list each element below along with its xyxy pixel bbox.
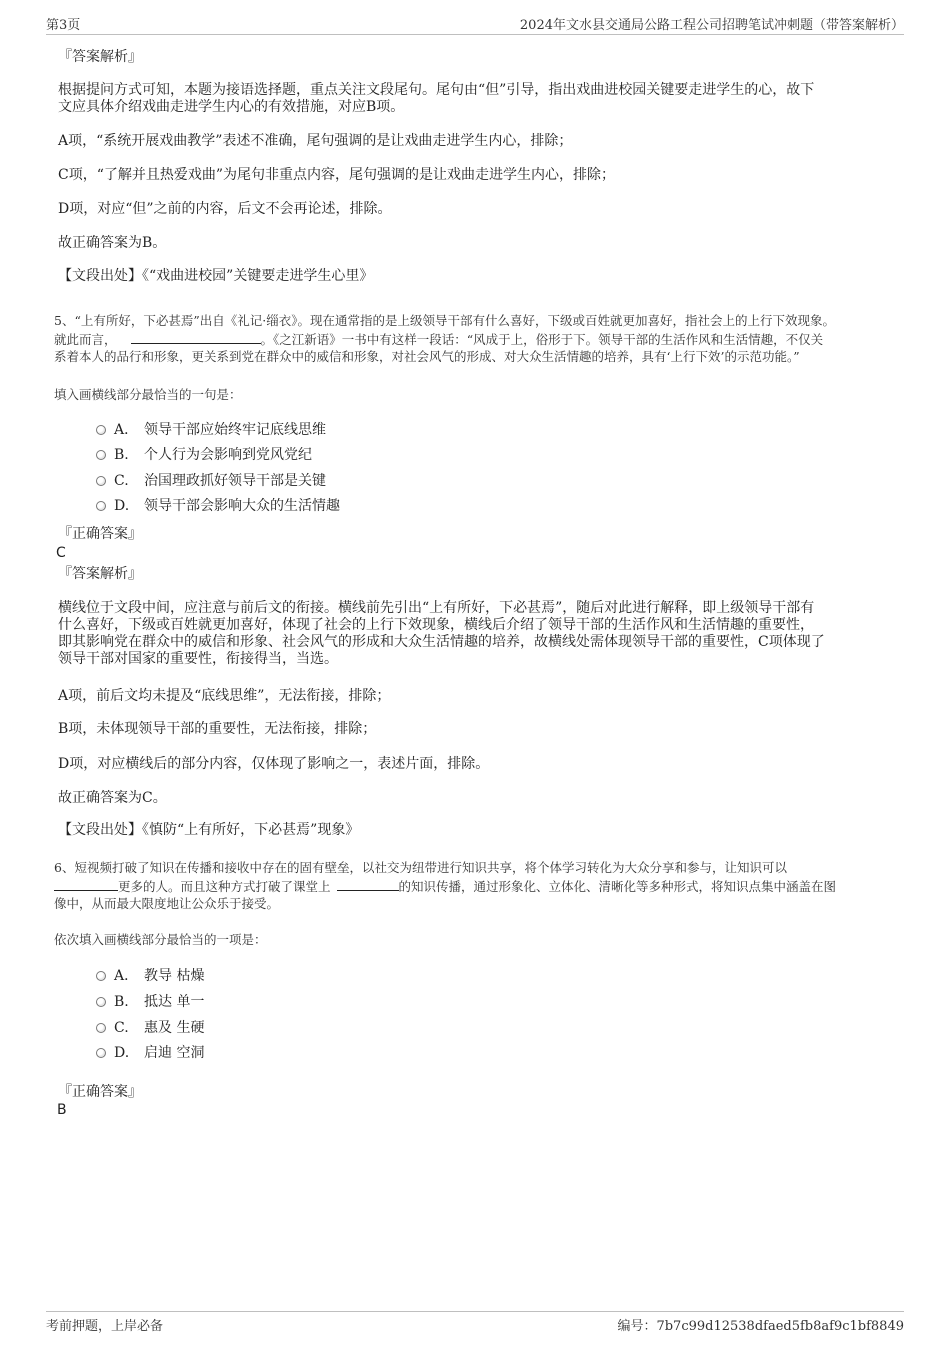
- q6-option-c[interactable]: [96, 1019, 204, 1037]
- text-line: 横线位于文段中间，应注意与前后文的衔接。横线前先引出“上有所好，下必甚焉”，随后对此进行解释，即上级领导干部有: [58, 600, 815, 616]
- q5-prompt: 填入画横线部分最恰当的一句是：: [54, 387, 242, 402]
- q5-option-a[interactable]: [96, 421, 326, 439]
- q4-conclusion: 故正确答案为B。: [58, 235, 167, 251]
- text-line: [54, 329, 894, 348]
- q5-conclusion: 故正确答案为C。: [58, 790, 167, 806]
- q6-option-a[interactable]: [96, 967, 204, 985]
- option-letter: C.: [114, 1020, 129, 1036]
- text-line: 系着本人的品行和形象，更关系到党在群众中的威信和形象，对社会风气的形成、对大众生活情趣的培养，具有‘上行下效’的示范功能。”: [54, 349, 800, 364]
- q6-option-d[interactable]: [96, 1044, 204, 1062]
- text-line: 根据提问方式可知，本题为接语选择题，重点关注文段尾句。尾句由“但”引导，指出戏曲进校园关键要走进学生的心，故下: [58, 82, 815, 98]
- text-line: 6、短视频打破了知识在传播和接收中存在的固有壁垒，以社交为纽带进行知识共享，将个体学习转化为大众分享和参与，让知识可以: [54, 860, 787, 875]
- option-text: 教导 枯燥: [144, 968, 205, 984]
- radio-icon[interactable]: [96, 476, 106, 486]
- q5-option-d[interactable]: [96, 497, 340, 515]
- text-line: 什么喜好，下级或百姓就更加喜好，体现了社会的上行下效现象，横线后介绍了领导干部的生活作风和生活情趣的重要性，: [58, 617, 814, 633]
- text-line: 领导干部对国家的重要性，衔接得当，当选。: [58, 651, 338, 667]
- radio-icon[interactable]: [96, 1023, 106, 1033]
- radio-icon[interactable]: [96, 501, 106, 511]
- option-text: 领导干部应始终牢记底线思维: [144, 422, 326, 438]
- option-letter: D.: [114, 498, 130, 514]
- radio-icon[interactable]: [96, 971, 106, 981]
- q5-analysis-text: [58, 600, 888, 668]
- page-footer: [46, 1311, 904, 1333]
- radio-icon[interactable]: [96, 425, 106, 435]
- radio-icon[interactable]: [96, 1048, 106, 1058]
- q4-analysis-text: [58, 82, 888, 116]
- q5-option-b[interactable]: [96, 446, 312, 464]
- text-line: 文应具体介绍戏曲走进学生内心的有效措施，对应B项。: [58, 99, 405, 115]
- footer-slogan: 考前押题，上岸必备: [46, 1319, 164, 1334]
- q5-answer: C: [56, 545, 66, 561]
- option-text: 抵达 单一: [144, 994, 205, 1010]
- q5-analysis-option-b: B项，未体现领导干部的重要性，无法衔接，排除；: [58, 721, 377, 737]
- text-segment: 。《之江新语》一书中有这样一段话：“风成于上，俗形于下。领导干部的生活作风和生活情趣，不仅关: [260, 332, 824, 347]
- q4-analysis-label: 『答案解析』: [58, 49, 142, 65]
- q5-option-c[interactable]: [96, 472, 326, 490]
- q5-answer-label: 『正确答案』: [58, 526, 142, 542]
- text-segment: 的知识传播，通过形象化、立体化、清晰化等多种形式，将知识点集中涵盖在图: [398, 879, 837, 894]
- document-code: 编号：7b7c99d12538dfaed5fb8af9c1bf8849: [617, 1319, 904, 1334]
- page-header: [46, 14, 904, 35]
- fill-blank: [337, 876, 399, 891]
- text-line: 像中，从而最大限度地让公众乐于接受。: [54, 896, 280, 911]
- text-line: 5、“上有所好，下必甚焉”出自《礼记·缁衣》。现在通常指的是上级领导干部有什么喜好，下级或百姓就更加喜好，指社会上的上行下效现象。: [54, 313, 835, 328]
- q4-analysis-option-c: C项，“了解并且热爱戏曲”为尾句非重点内容，尾句强调的是让戏曲走进学生内心，排除；: [58, 167, 616, 183]
- q6-option-b[interactable]: [96, 993, 204, 1011]
- option-text: 领导干部会影响大众的生活情趣: [144, 498, 340, 514]
- q4-source: 【文段出处】《“戏曲进校园”关键要走进学生心里》: [58, 268, 374, 284]
- q6-prompt: 依次填入画横线部分最恰当的一项是：: [54, 932, 267, 947]
- fill-blank: [54, 876, 118, 891]
- q6-stem: [54, 859, 894, 912]
- option-text: 惠及 生硬: [144, 1020, 205, 1036]
- q6-answer-label: 『正确答案』: [58, 1084, 142, 1100]
- q5-analysis-option-d: D项，对应横线后的部分内容，仅体现了影响之一，表述片面，排除。: [58, 756, 490, 772]
- option-text: 个人行为会影响到党风党纪: [144, 447, 312, 463]
- option-letter: D.: [114, 1045, 130, 1061]
- q5-stem: [54, 312, 894, 365]
- fill-blank: [131, 329, 261, 344]
- text-segment: 就此而言，: [54, 332, 117, 347]
- radio-icon[interactable]: [96, 450, 106, 460]
- option-letter: C.: [114, 473, 129, 489]
- q5-analysis-label: 『答案解析』: [58, 566, 142, 582]
- option-letter: B.: [114, 994, 129, 1010]
- option-letter: A．: [114, 968, 139, 984]
- q6-answer: B: [57, 1102, 67, 1118]
- page-number: 第3页: [46, 18, 81, 33]
- text-line: 即其影响党在群众中的威信和形象、社会风气的形成和大众生活情趣的培养，故横线处需体现领导干部的重要性，C项体现了: [58, 634, 825, 650]
- option-letter: B.: [114, 447, 129, 463]
- text-line: [54, 876, 894, 895]
- option-letter: A．: [114, 422, 139, 438]
- q5-analysis-option-a: A项，前后文均未提及“底线思维”，无法衔接，排除；: [58, 688, 391, 704]
- option-text: 治国理政抓好领导干部是关键: [144, 473, 326, 489]
- q4-analysis-option-a: A项，“系统开展戏曲教学”表述不准确，尾句强调的是让戏曲走进学生内心，排除；: [58, 133, 573, 149]
- document-title: 2024年文水县交通局公路工程公司招聘笔试冲刺题（带答案解析）: [519, 18, 904, 33]
- option-text: 启迪 空洞: [144, 1045, 205, 1061]
- q4-analysis-option-d: D项，对应“但”之前的内容，后文不会再论述，排除。: [58, 201, 392, 217]
- radio-icon[interactable]: [96, 997, 106, 1007]
- text-segment: 更多的人。而且这种方式打破了课堂上: [118, 879, 331, 894]
- q5-source: 【文段出处】《慎防“上有所好，下必甚焉”现象》: [58, 822, 360, 838]
